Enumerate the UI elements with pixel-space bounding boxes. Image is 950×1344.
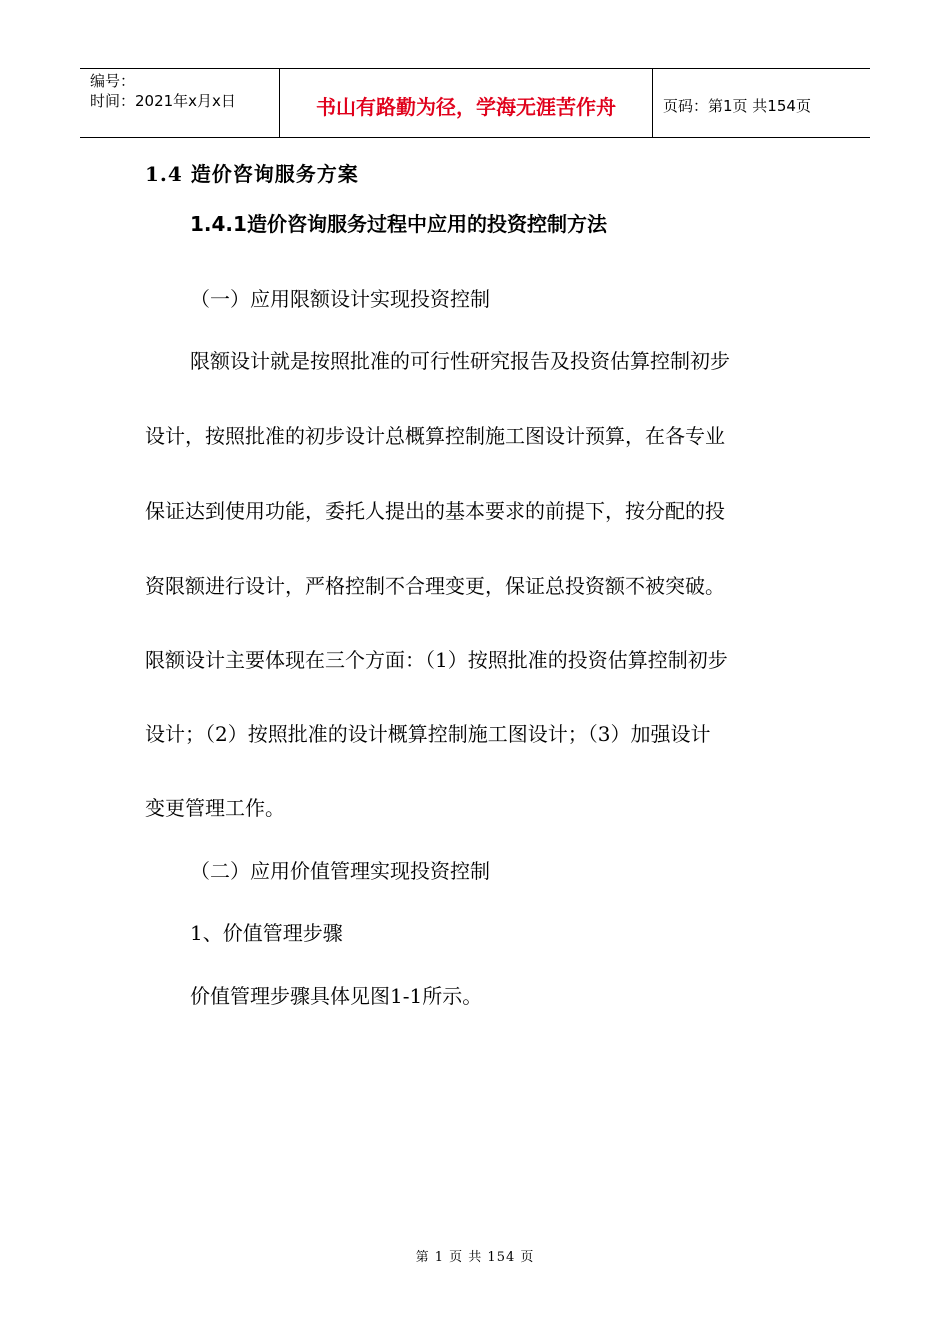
time-label: 时间：2021年x月x日 (90, 92, 236, 110)
section-title: 1.4 造价咨询服务方案 (145, 162, 359, 186)
paragraph-line: 价值管理步骤具体见图1-1所示。 (190, 984, 483, 1008)
paragraph-line: 变更管理工作。 (145, 796, 285, 820)
paragraph-heading: （一）应用限额设计实现投资控制 (190, 287, 490, 311)
paragraph-line: 限额设计就是按照批准的可行性研究报告及投资估算控制初步 (190, 349, 730, 373)
paragraph-heading: 1、价值管理步骤 (190, 921, 343, 945)
paragraph-line: 设计，按照批准的初步设计总概算控制施工图设计预算，在各专业 (145, 424, 725, 448)
document-header (80, 68, 870, 138)
paragraph-line: 限额设计主要体现在三个方面：（1）按照批准的投资估算控制初步 (145, 648, 728, 672)
subsection-title: 1.4.1造价咨询服务过程中应用的投资控制方法 (190, 212, 607, 236)
paragraph-line: 资限额进行设计，严格控制不合理变更，保证总投资额不被突破。 (145, 574, 725, 598)
page-footer: 第 1 页 共 154 页 (415, 1250, 535, 1265)
paragraph-line: 保证达到使用功能，委托人提出的基本要求的前提下，按分配的投 (145, 499, 725, 523)
header-motto: 书山有路勤为径，学海无涯苦作舟 (280, 69, 653, 137)
header-page-info: 页码：第1页 共154页 (663, 96, 811, 115)
paragraph-line: 设计；（2）按照批准的设计概算控制施工图设计；（3）加强设计 (145, 722, 711, 746)
paragraph-heading: （二）应用价值管理实现投资控制 (190, 859, 490, 883)
number-label: 编号： (90, 72, 136, 90)
header-meta (80, 69, 280, 137)
